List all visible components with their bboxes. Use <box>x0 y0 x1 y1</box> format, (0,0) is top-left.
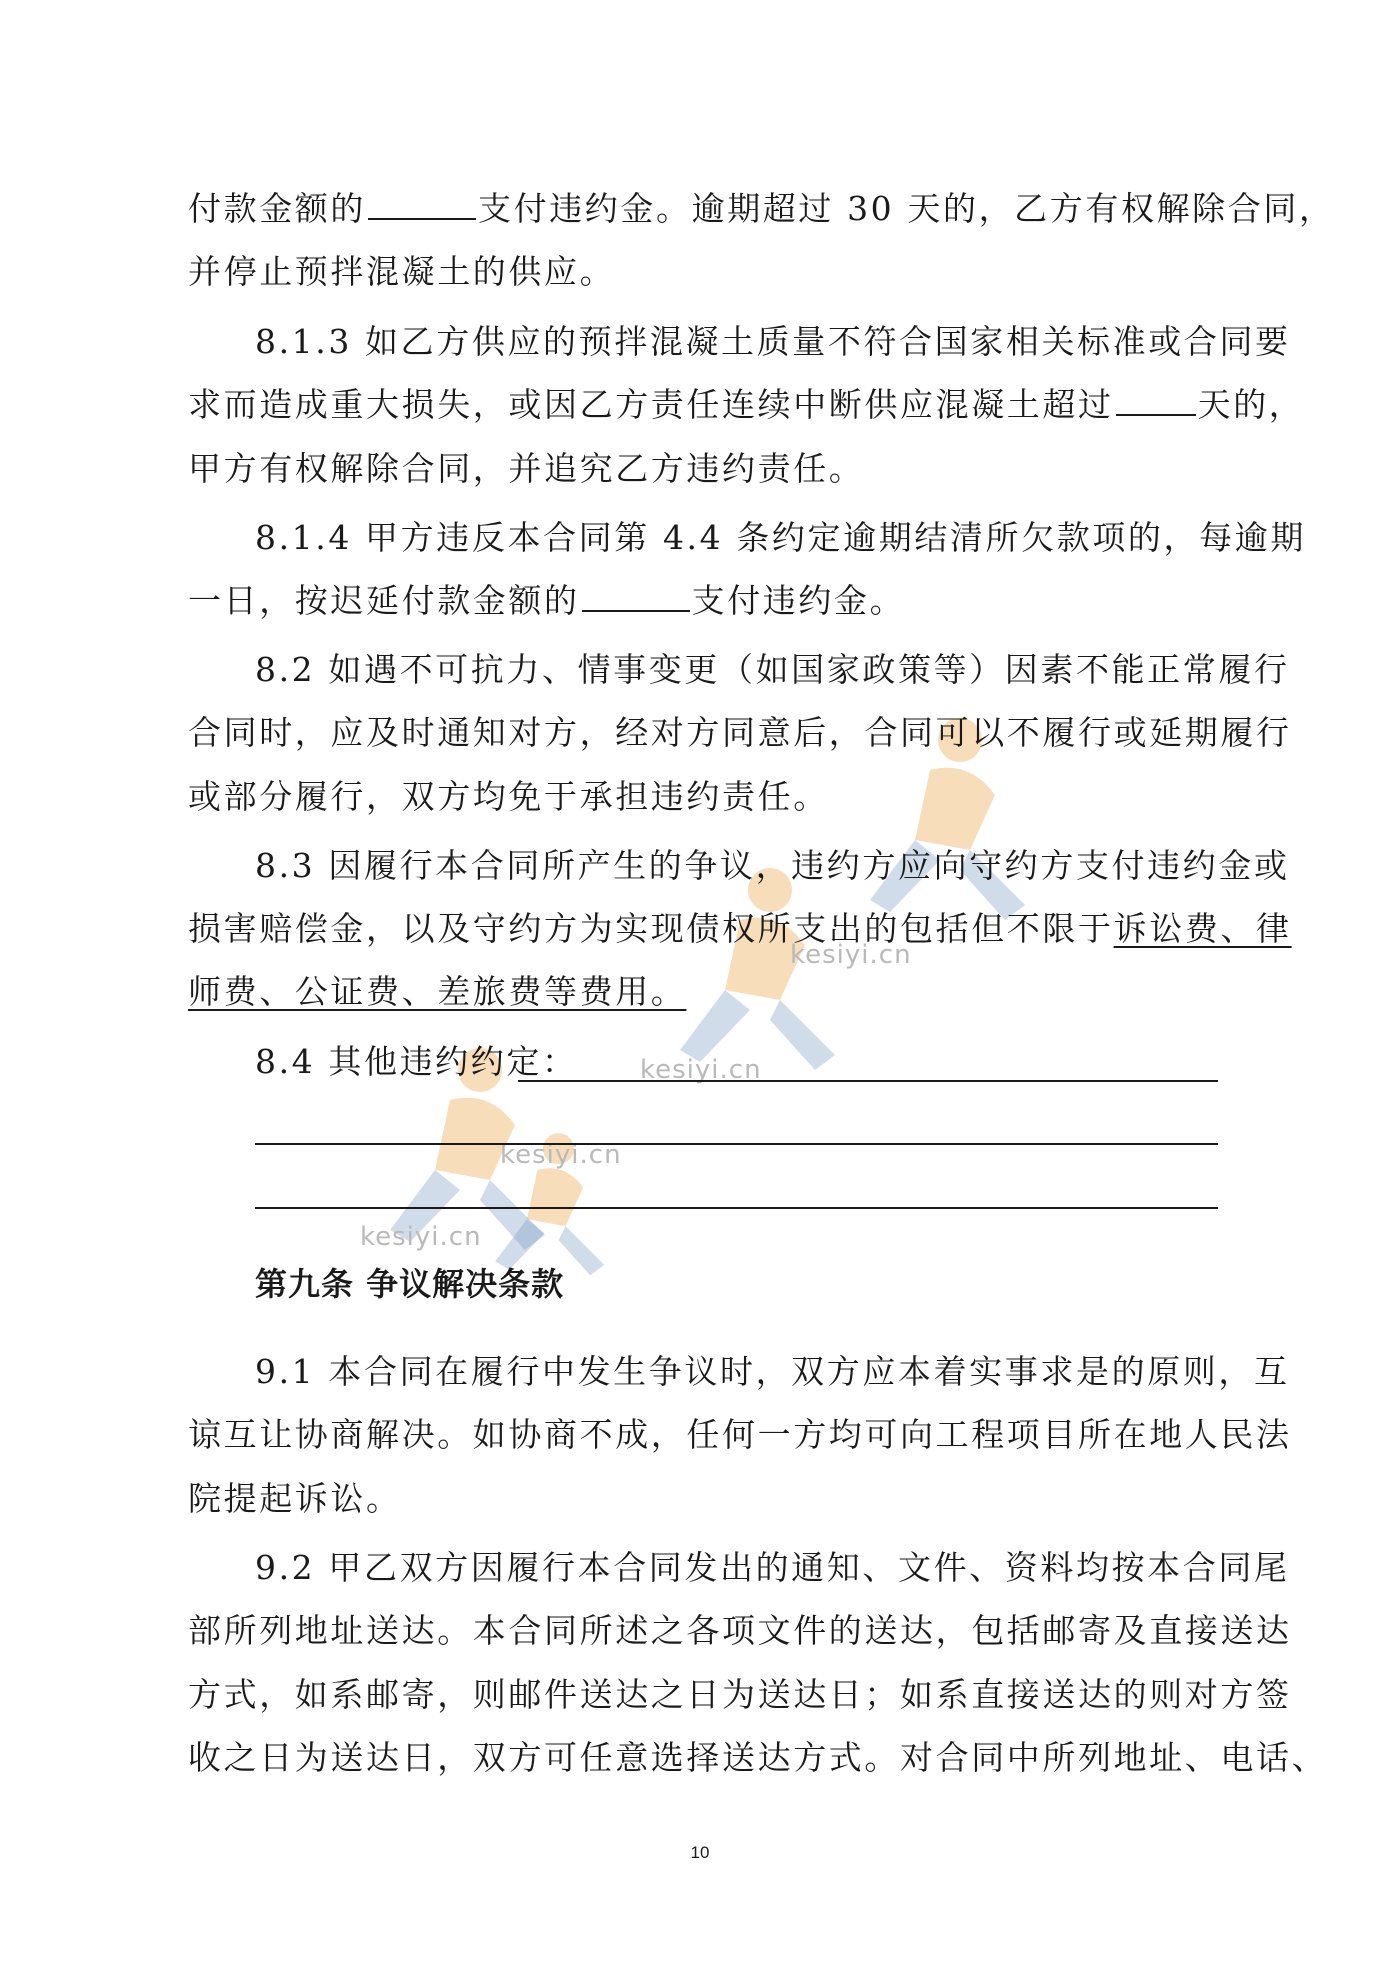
underlined-text: 诉讼费、律 <box>1113 909 1292 948</box>
text-segment: 支付违约金。逾期超过 30 天的，乙方有权解除合同， <box>478 189 1335 228</box>
paragraph-line: 合同时，应及时通知对方，经对方同意后，合同可以不履行或延期履行 <box>188 713 1292 752</box>
page-number: 10 <box>690 1843 710 1862</box>
paragraph-line: 院提起诉讼。 <box>188 1479 402 1518</box>
watermark-text: kesiyi.cn <box>790 940 912 970</box>
paragraph-line <box>255 1030 1218 1094</box>
text-segment: 天的， <box>1197 385 1305 424</box>
paragraph-line <box>188 569 1218 633</box>
fill-in-blank <box>582 580 690 612</box>
paragraph-line: 或部分履行，双方均免于承担违约责任。 <box>188 777 829 816</box>
text-segment: 8.4 其他违约约定： <box>255 1042 578 1081</box>
fill-in-line <box>518 1080 1218 1082</box>
text-segment: 损害赔偿金，以及守约方为实现债权所支出的包括但不限于 <box>188 909 1114 948</box>
text-segment: 一日，按迟延付款金额的 <box>188 581 580 620</box>
underlined-text: 师费、公证费、差旅费等费用。 <box>188 972 687 1011</box>
paragraph-line: 甲方有权解除合同，并追究乙方违约责任。 <box>188 449 865 488</box>
paragraph-line <box>188 960 1218 1024</box>
paragraph-line: 9.2 甲乙双方因履行本合同发出的通知、文件、资料均按本合同尾 <box>255 1548 1290 1587</box>
paragraph-line: 方式，如系邮寄，则邮件送达之日为送达日；如系直接送达的则对方签 <box>188 1675 1292 1714</box>
text-segment: 求而造成重大损失，或因乙方责任连续中断供应混凝土超过 <box>188 385 1114 424</box>
watermark-text: kesiyi.cn <box>360 1222 482 1252</box>
paragraph-line: 收之日为送达日，双方可任意选择送达方式。对合同中所列地址、电话、 <box>188 1738 1328 1777</box>
paragraph-line: 部所列地址送达。本合同所述之各项文件的送达，包括邮寄及直接送达 <box>188 1611 1292 1650</box>
paragraph-line: 9.1 本合同在履行中发生争议时，双方应本着实事求是的原则，互 <box>255 1352 1290 1391</box>
paragraph-line: 并停止预拌混凝土的供应。 <box>188 252 616 291</box>
fill-in-line <box>255 1207 1218 1209</box>
paragraph-line: 谅互让协商解决。如协商不成，任何一方均可向工程项目所在地人民法 <box>188 1415 1292 1454</box>
fill-in-blank <box>1116 384 1196 416</box>
text-segment: 付款金额的 <box>188 189 366 228</box>
watermark-text: kesiyi.cn <box>640 1055 762 1085</box>
paragraph-line: 8.1.3 如乙方供应的预拌混凝土质量不符合国家相关标准或合同要 <box>255 322 1291 361</box>
section-heading: 第九条 争议解决条款 <box>255 1265 565 1303</box>
paragraph-line: 8.1.4 甲方违反本合同第 4.4 条约定逾期结清所欠款项的，每逾期 <box>255 518 1306 557</box>
paragraph-line: 8.3 因履行本合同所产生的争议，违约方应向守约方支付违约金或 <box>255 846 1290 885</box>
text-segment: 支付违约金。 <box>691 581 906 620</box>
paragraph-line <box>188 177 1335 241</box>
fill-in-blank <box>368 188 476 220</box>
paragraph-line <box>188 897 1292 961</box>
fill-in-line <box>255 1143 1218 1145</box>
paragraph-line <box>188 373 1305 437</box>
paragraph-line: 8.2 如遇不可抗力、情事变更（如国家政策等）因素不能正常履行 <box>255 650 1290 689</box>
watermark-text: kesiyi.cn <box>500 1140 622 1170</box>
